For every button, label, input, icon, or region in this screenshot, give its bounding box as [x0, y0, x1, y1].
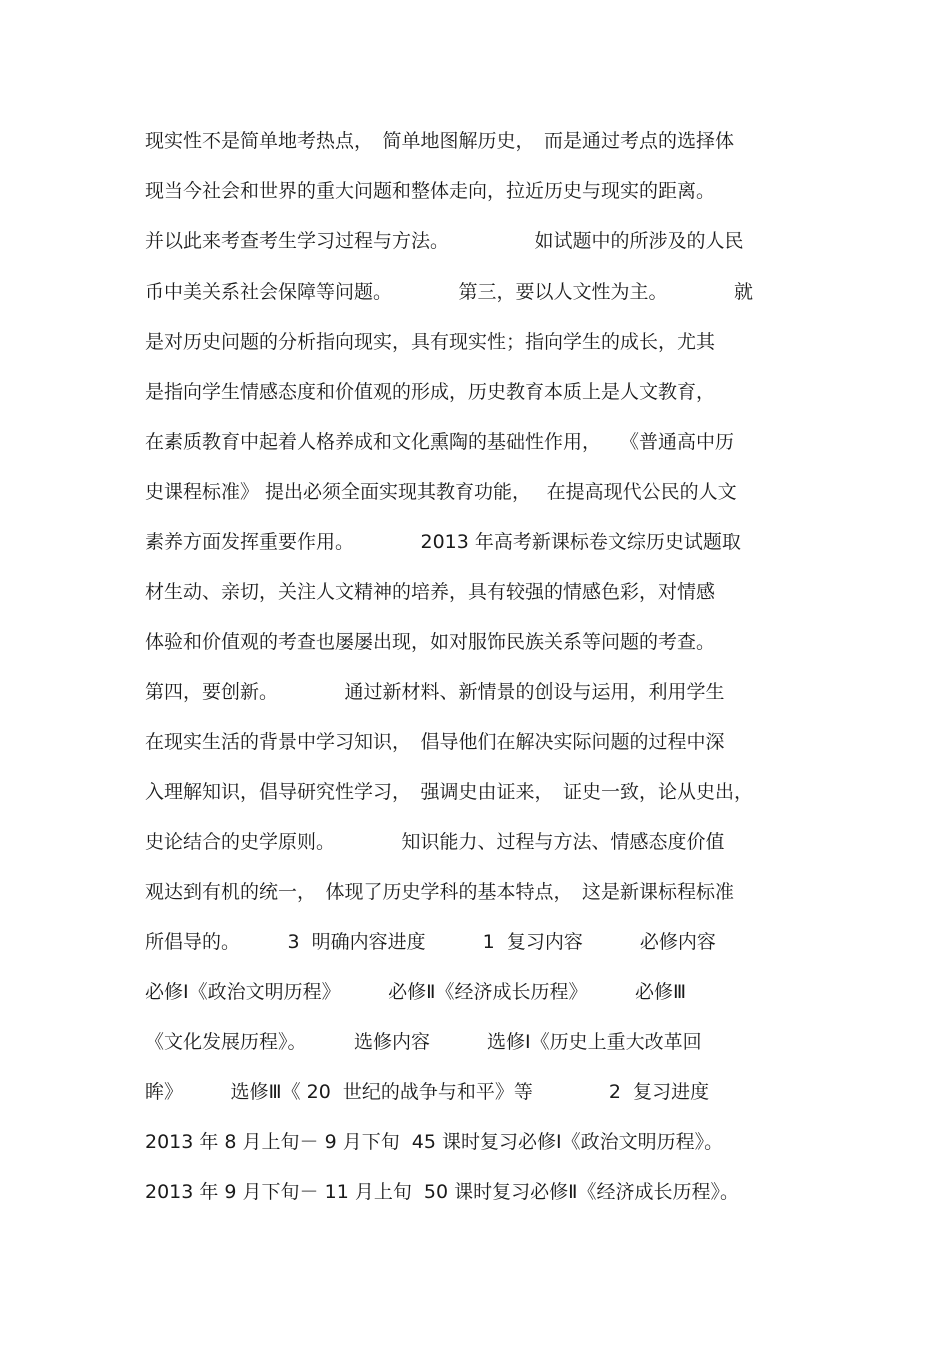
text-line-4: 币中美关系社会保障等问题。 第三，要以人文性为主。 就	[145, 281, 754, 303]
text-line-18: 必修Ⅰ《政治文明历程》 必修Ⅱ《经济成长历程》 必修Ⅲ	[145, 981, 687, 1003]
text-line-17: 所倡导的。 3 明确内容进度 1 复习内容 必修内容	[145, 931, 716, 953]
text-line-19: 《文化发展历程》。 选修内容 选修Ⅰ《历史上重大改革回	[145, 1031, 702, 1053]
text-line-5: 是对历史问题的分析指向现实，具有现实性；指向学生的成长，尤其	[145, 331, 716, 353]
text-line-11: 体验和价值观的考查也屡屡出现，如对服饰民族关系等问题的考查。	[145, 631, 716, 653]
text-line-12: 第四，要创新。 通过新材料、新情景的创设与运用，利用学生	[145, 681, 725, 703]
text-line-14: 入理解知识，倡导研究性学习， 强调史由证来， 证史一致，论从史出，	[145, 781, 754, 803]
text-line-3: 并以此来考查考生学习过程与方法。 如试题中的所涉及的人民	[145, 230, 744, 252]
text-line-20: 眸》 选修Ⅲ《 20 世纪的战争与和平》等 2 复习进度	[145, 1081, 710, 1103]
text-line-21: 2013 年 8 月上旬－ 9 月下旬 45 课时复习必修Ⅰ《政治文明历程》。	[145, 1131, 724, 1153]
text-line-2: 现当今社会和世界的重大问题和整体走向，拉近历史与现实的距离。	[145, 180, 716, 202]
text-line-8: 史课程标准》 提出必须全面实现其教育功能， 在提高现代公民的人文	[145, 481, 737, 503]
text-line-9: 素养方面发挥重要作用。 2013 年高考新课标卷文综历史试题取	[145, 531, 741, 553]
text-line-16: 观达到有机的统一， 体现了历史学科的基本特点， 这是新课标程标准	[145, 881, 735, 903]
text-line-13: 在现实生活的背景中学习知识， 倡导他们在解决实际问题的过程中深	[145, 731, 725, 753]
text-line-15: 史论结合的史学原则。 知识能力、过程与方法、情感态度价值	[145, 831, 725, 853]
text-line-22: 2013 年 9 月下旬－ 11 月上旬 50 课时复习必修Ⅱ《经济成长历程》。	[145, 1181, 739, 1203]
text-line-7: 在素质教育中起着人格养成和文化熏陶的基础性作用， 《普通高中历	[145, 431, 735, 453]
text-line-10: 材生动、亲切，关注人文精神的培养，具有较强的情感色彩，对情感	[145, 581, 716, 603]
text-line-6: 是指向学生情感态度和价值观的形成，历史教育本质上是人文教育，	[145, 381, 716, 403]
text-line-1: 现实性不是简单地考热点， 简单地图解历史， 而是通过考点的选择体	[145, 130, 735, 152]
